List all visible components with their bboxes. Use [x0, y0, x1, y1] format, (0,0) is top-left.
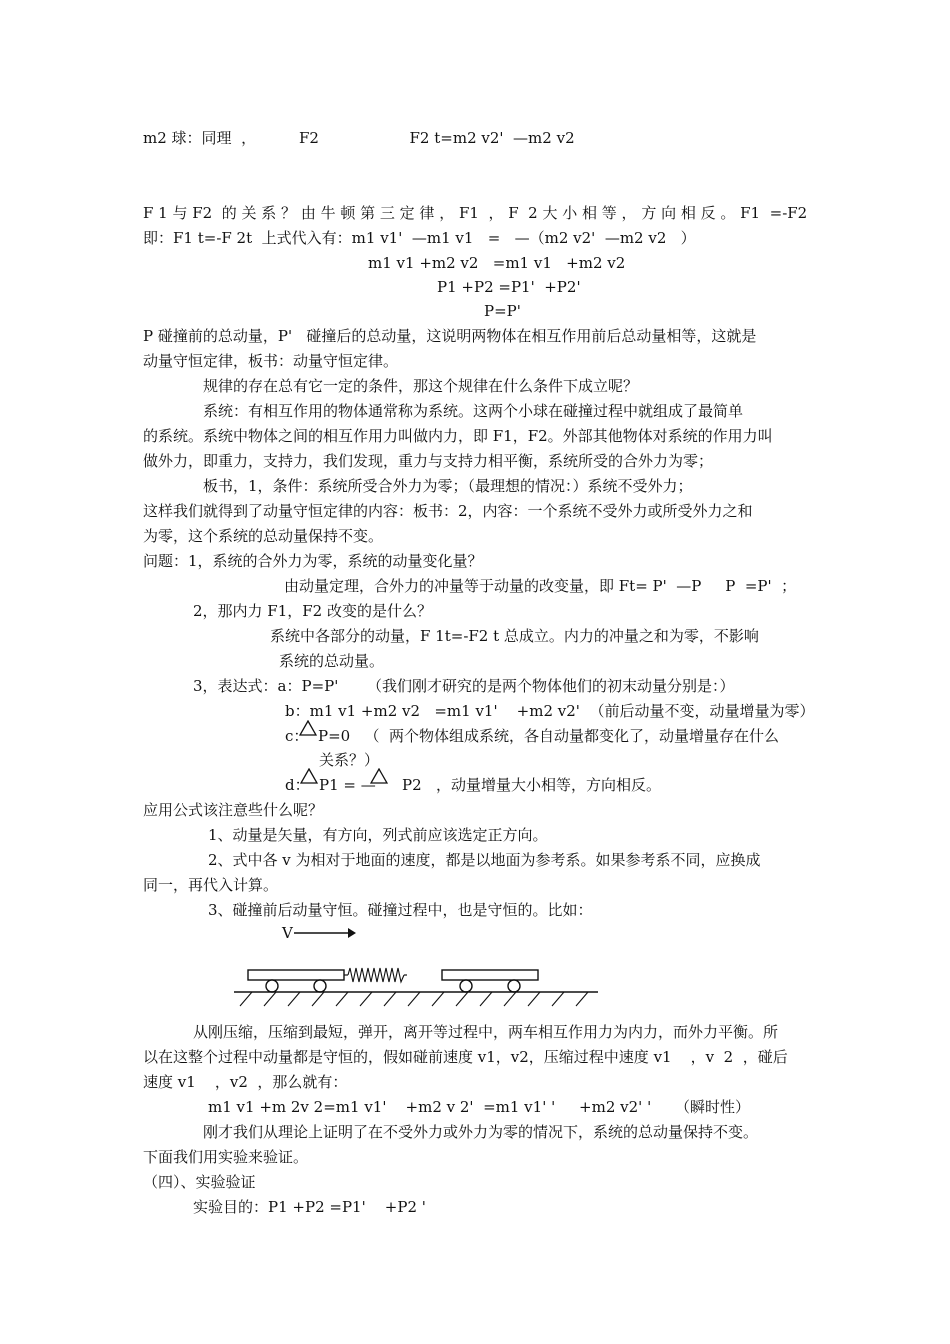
text-line: 为零，这个系统的总动量保持不变。 [143, 527, 384, 545]
delta-icon [300, 768, 318, 784]
equation-line: m1 v1 +m 2v 2=m1 v1' +m2 v 2' =m1 v1' ' +m2 v2' ' （瞬时性） [208, 1098, 751, 1116]
text-line: F 1 与 F2 的 关 系 ？ 由 牛 顿 第 三 定 律 ， F1 ， F 2 大 小 相 等 ， 方 向 相 反 。 F1 =-F2 [143, 204, 808, 222]
text-line: P1 = — [319, 776, 376, 794]
text-line: 实验目的：P1 +P2 =P1' +P2 ' [193, 1198, 426, 1216]
text-line: 动量守恒定律，板书：动量守恒定律。 [143, 352, 399, 370]
text-line: 板书，1，条件：系统所受合外力为零；（最理想的情况：）系统不受外力； [203, 477, 693, 495]
text-line: 2、式中各 v 为相对于地面的速度，都是以地面为参考系。如果参考系不同，应换成 [208, 851, 761, 869]
text-line: 2，那内力 F1，F2 改变的是什么？ [193, 602, 432, 620]
text-line: P2 ，动量增量大小相等，方向相反。 [402, 776, 661, 794]
text-line: P=0 （ 两个物体组成系统，各自动量都变化了，动量增量存在什么 [318, 727, 780, 745]
text-line: 3、碰撞前后动量守恒。碰撞过程中，也是守恒的。比如： [208, 901, 593, 919]
text-line: P 碰撞前的总动量，P' 碰撞后的总动量，这说明两物体在相互作用前后总动量相等，这就是 [143, 327, 757, 345]
velocity-label: V [282, 924, 293, 942]
text-line: 即：F1 t=-F 2t 上式代入有：m1 v1' —m1 v1 = —（m2 v2' —m2 v2 ） [143, 229, 696, 247]
delta-icon [299, 720, 317, 736]
text-line: 系统中各部分的动量，F 1t=-F2 t 总成立。内力的冲量之和为零，不影响 [270, 627, 759, 645]
text-line: 应用公式该注意些什么呢？ [143, 801, 324, 819]
text-line: 规律的存在总有它一定的条件，那这个规律在什么条件下成立呢？ [203, 377, 639, 395]
carts-spring-figure [230, 922, 610, 1012]
carts-diagram [230, 922, 610, 1012]
equation-line: P1 +P2 =P1' +P2' [437, 278, 581, 296]
text-line: 关系？） [319, 751, 380, 769]
text-line: 3，表达式：a：P=P' （我们刚才研究的是两个物体他们的初末动量分别是：） [193, 677, 735, 695]
text-line: b：m1 v1 +m2 v2 =m1 v1' +m2 v2' （前后动量不变，动量增量为零） [285, 702, 815, 720]
text-line: 同一，再代入计算。 [143, 876, 279, 894]
text-line: 由动量定理，合外力的冲量等于动量的改变量，即 Ft= P' —P P =P' ； [284, 577, 797, 595]
text-line: 速度 v1 ，v2 ，那么就有： [143, 1073, 348, 1091]
section-heading: （四）、实验验证 [143, 1173, 256, 1191]
text-line: 以在这整个过程中动量都是守恒的，假如碰前速度 v1，v2，压缩过程中速度 v1 ，v 2 ，碰后 [143, 1048, 788, 1066]
text-line: 的系统。系统中物体之间的相互作用力叫做内力，即 F1，F2。外部其他物体对系统的作用力叫 [143, 427, 773, 445]
text-line: 做外力，即重力，支持力，我们发现，重力与支持力相平衡，系统所受的合外力为零； [143, 452, 714, 470]
equation-line: m1 v1 +m2 v2 =m1 v1 +m2 v2 [368, 254, 626, 272]
text-line: 刚才我们从理论上证明了在不受外力或外力为零的情况下，系统的总动量保持不变。 [203, 1123, 759, 1141]
text-line: m2 球：同理 ， F2 F2 t=m2 v2' —m2 v2 [143, 129, 575, 147]
text-line-label: d： [285, 776, 310, 794]
text-line: 系统的总动量。 [279, 652, 385, 670]
text-line: 问题：1，系统的合外力为零，系统的动量变化量？ [143, 552, 483, 570]
text-line-label: c： [285, 727, 309, 745]
text-line: 1、动量是矢量，有方向，列式前应该选定正方向。 [208, 826, 548, 844]
text-line: 这样我们就得到了动量守恒定律的内容：板书：2，内容：一个系统不受外力或所受外力之和 [143, 502, 753, 520]
text-line: 下面我们用实验来验证。 [143, 1148, 309, 1166]
text-line: 从刚压缩，压缩到最短，弹开，离开等过程中，两车相互作用力为内力，而外力平衡。所 [193, 1023, 779, 1041]
text-line: 系统：有相互作用的物体通常称为系统。这两个小球在碰撞过程中就组成了最简单 [203, 402, 744, 420]
delta-icon [370, 768, 388, 784]
equation-line: P=P' [484, 302, 521, 320]
